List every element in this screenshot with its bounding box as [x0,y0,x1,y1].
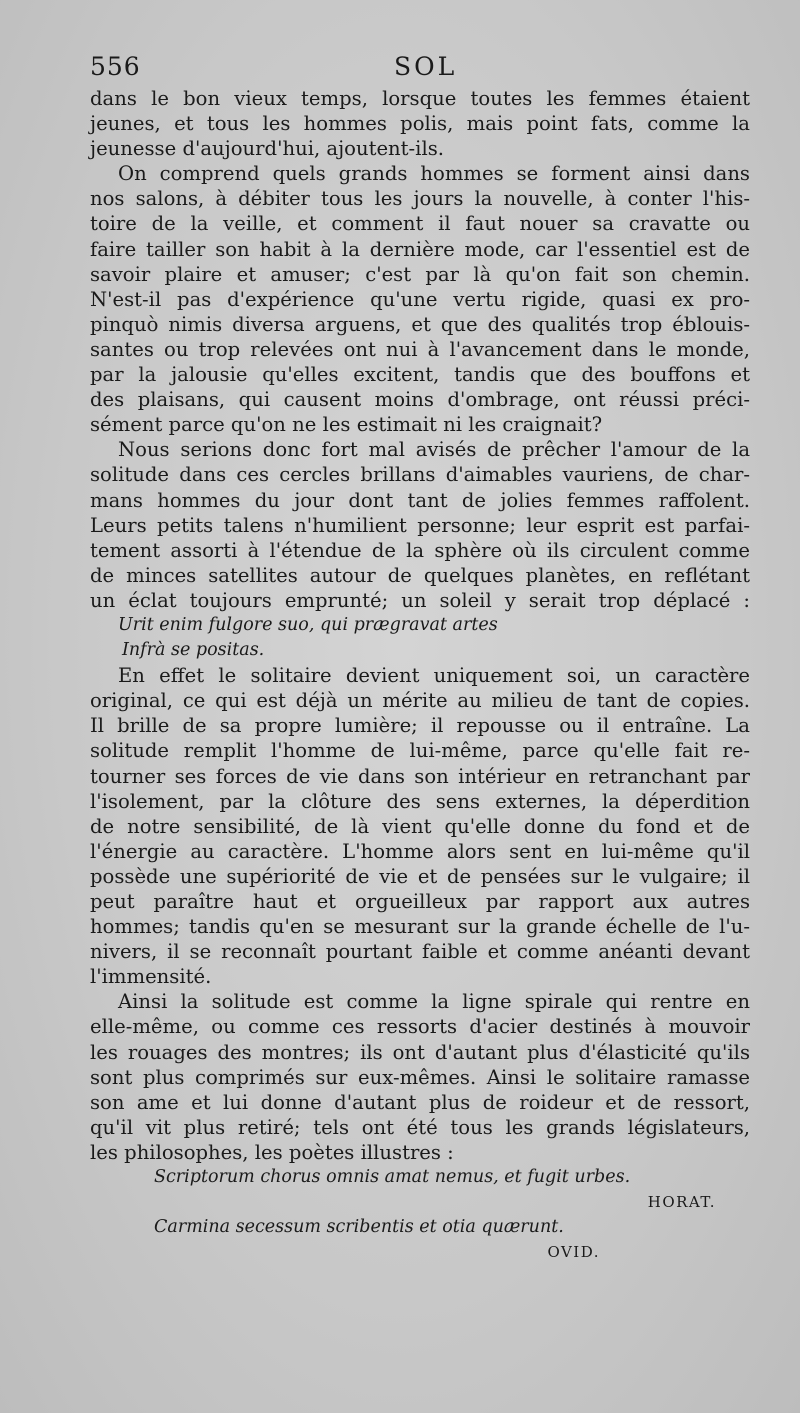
text-line: les philosophes, les poètes illustres : [90,1140,454,1164]
text-line: nos salons, à débiter tous les jours la nouvelle, à conter l'his- [90,187,750,211]
text-line: savoir plaire et amuser; c'est par là qu'on fait son chemin. [90,262,750,286]
paragraph-first-line: Nous serions donc fort mal avisés de prêcher l'amour de la [118,438,750,462]
quote-attribution: HORAT. [647,1193,716,1212]
text-line: son ame et lui donne d'autant plus de roideur et de ressort, [90,1090,750,1114]
text-line: sément parce qu'on ne les estimait ni les craignait? [90,413,603,437]
text-line: l'énergie au caractère. L'homme alors sent en lui-même qu'il [90,839,750,863]
text-line: possède une supériorité de vie et de pensées sur le vulgaire; il [90,864,750,888]
text-line: jeunesse d'aujourd'hui, ajoutent-ils. [90,137,444,161]
paragraph-first-line: Ainsi la solitude est comme la ligne spirale qui rentre en [118,990,750,1014]
text-line: faire tailler son habit à la dernière mode, car l'essentiel est de [90,237,750,261]
text-line: nivers, il se reconnaît pourtant faible et comme anéanti devant [90,940,750,964]
text-line: original, ce qui est déjà un mérite au milieu de tant de copies. [90,689,750,713]
latin-quote-line: Carmina secessum scribentis et otia quærunt. [154,1217,564,1238]
text-line: l'immensité. [90,965,212,989]
text-line: mans hommes du jour dont tant de jolies femmes raffolent. [90,488,750,512]
text-line: sont plus comprimés sur eux-mêmes. Ainsi le solitaire ramasse [90,1065,750,1089]
text-line: dans le bon vieux temps, lorsque toutes les femmes étaient [90,87,750,110]
latin-quote-line: Infrà se positas. [122,640,265,661]
text-line: par la jalousie qu'elles excitent, tandis que des bouffons et [90,363,750,387]
paragraph-first-line: En effet le solitaire devient uniquement soi, un caractère [118,664,750,688]
paragraph-first-line: On comprend quels grands hommes se forment ainsi dans [118,162,750,186]
text-line: peut paraître haut et orgueilleux par rapport aux autres [90,890,750,913]
running-title: SOL [394,52,458,81]
text-line: santes ou trop relevées ont nui à l'avancement dans le monde, [90,337,750,361]
body-text [90,86,750,1265]
text-line: qu'il vit plus retiré; tels ont été tous les grands législateurs, [90,1115,750,1139]
text-line: jeunes, et tous les hommes polis, mais point fats, comme la [90,112,750,136]
text-line: de minces satellites autour de quelques planètes, en reflétant [90,563,750,587]
latin-quote-line: Urit enim fulgore suo, qui prægravat artes [118,614,498,635]
latin-quote-line: Scriptorum chorus omnis amat nemus, et fugit urbes. [154,1167,631,1188]
text-line: de notre sensibilité, de là vient qu'elle donne du fond et de [90,814,750,838]
text-line: Il brille de sa propre lumière; il repousse ou il entraîne. La [90,714,750,738]
text-line: solitude remplit l'homme de lui-même, parce qu'elle fait re- [90,739,750,763]
text-line: des plaisans, qui causent moins d'ombrage, ont réussi préci- [90,388,750,412]
text-line: un éclat toujours emprunté; un soleil y serait trop déplacé : [90,588,750,612]
text-line: hommes; tandis qu'en se mesurant sur la grande échelle de l'u- [90,915,750,939]
text-line: l'isolement, par la clôture des sens externes, la déperdition [90,789,750,813]
quote-attribution: OVID. [547,1243,600,1262]
text-line: solitude dans ces cercles brillans d'aimables vauriens, de char- [90,463,750,487]
text-line: pinquò nimis diversa arguens, et que des qualités trop éblouis- [90,312,750,336]
text-line: les rouages des montres; ils ont d'autant plus d'élasticité qu'ils [90,1040,750,1064]
text-line: N'est-il pas d'expérience qu'une vertu rigide, quasi ex pro- [90,287,750,311]
text-line: tourner ses forces de vie dans son intérieur en retranchant par [90,764,750,788]
text-line: tement assorti à l'étendue de la sphère où ils circulent comme [90,538,750,562]
text-line: toire de la veille, et comment il faut nouer sa cravatte ou [90,212,750,236]
text-line: Leurs petits talens n'humilient personne; leur esprit est parfai- [90,513,750,537]
text-line: elle-même, ou comme ces ressorts d'acier destinés à mouvoir [90,1015,750,1039]
page-number: 556 [90,52,141,81]
